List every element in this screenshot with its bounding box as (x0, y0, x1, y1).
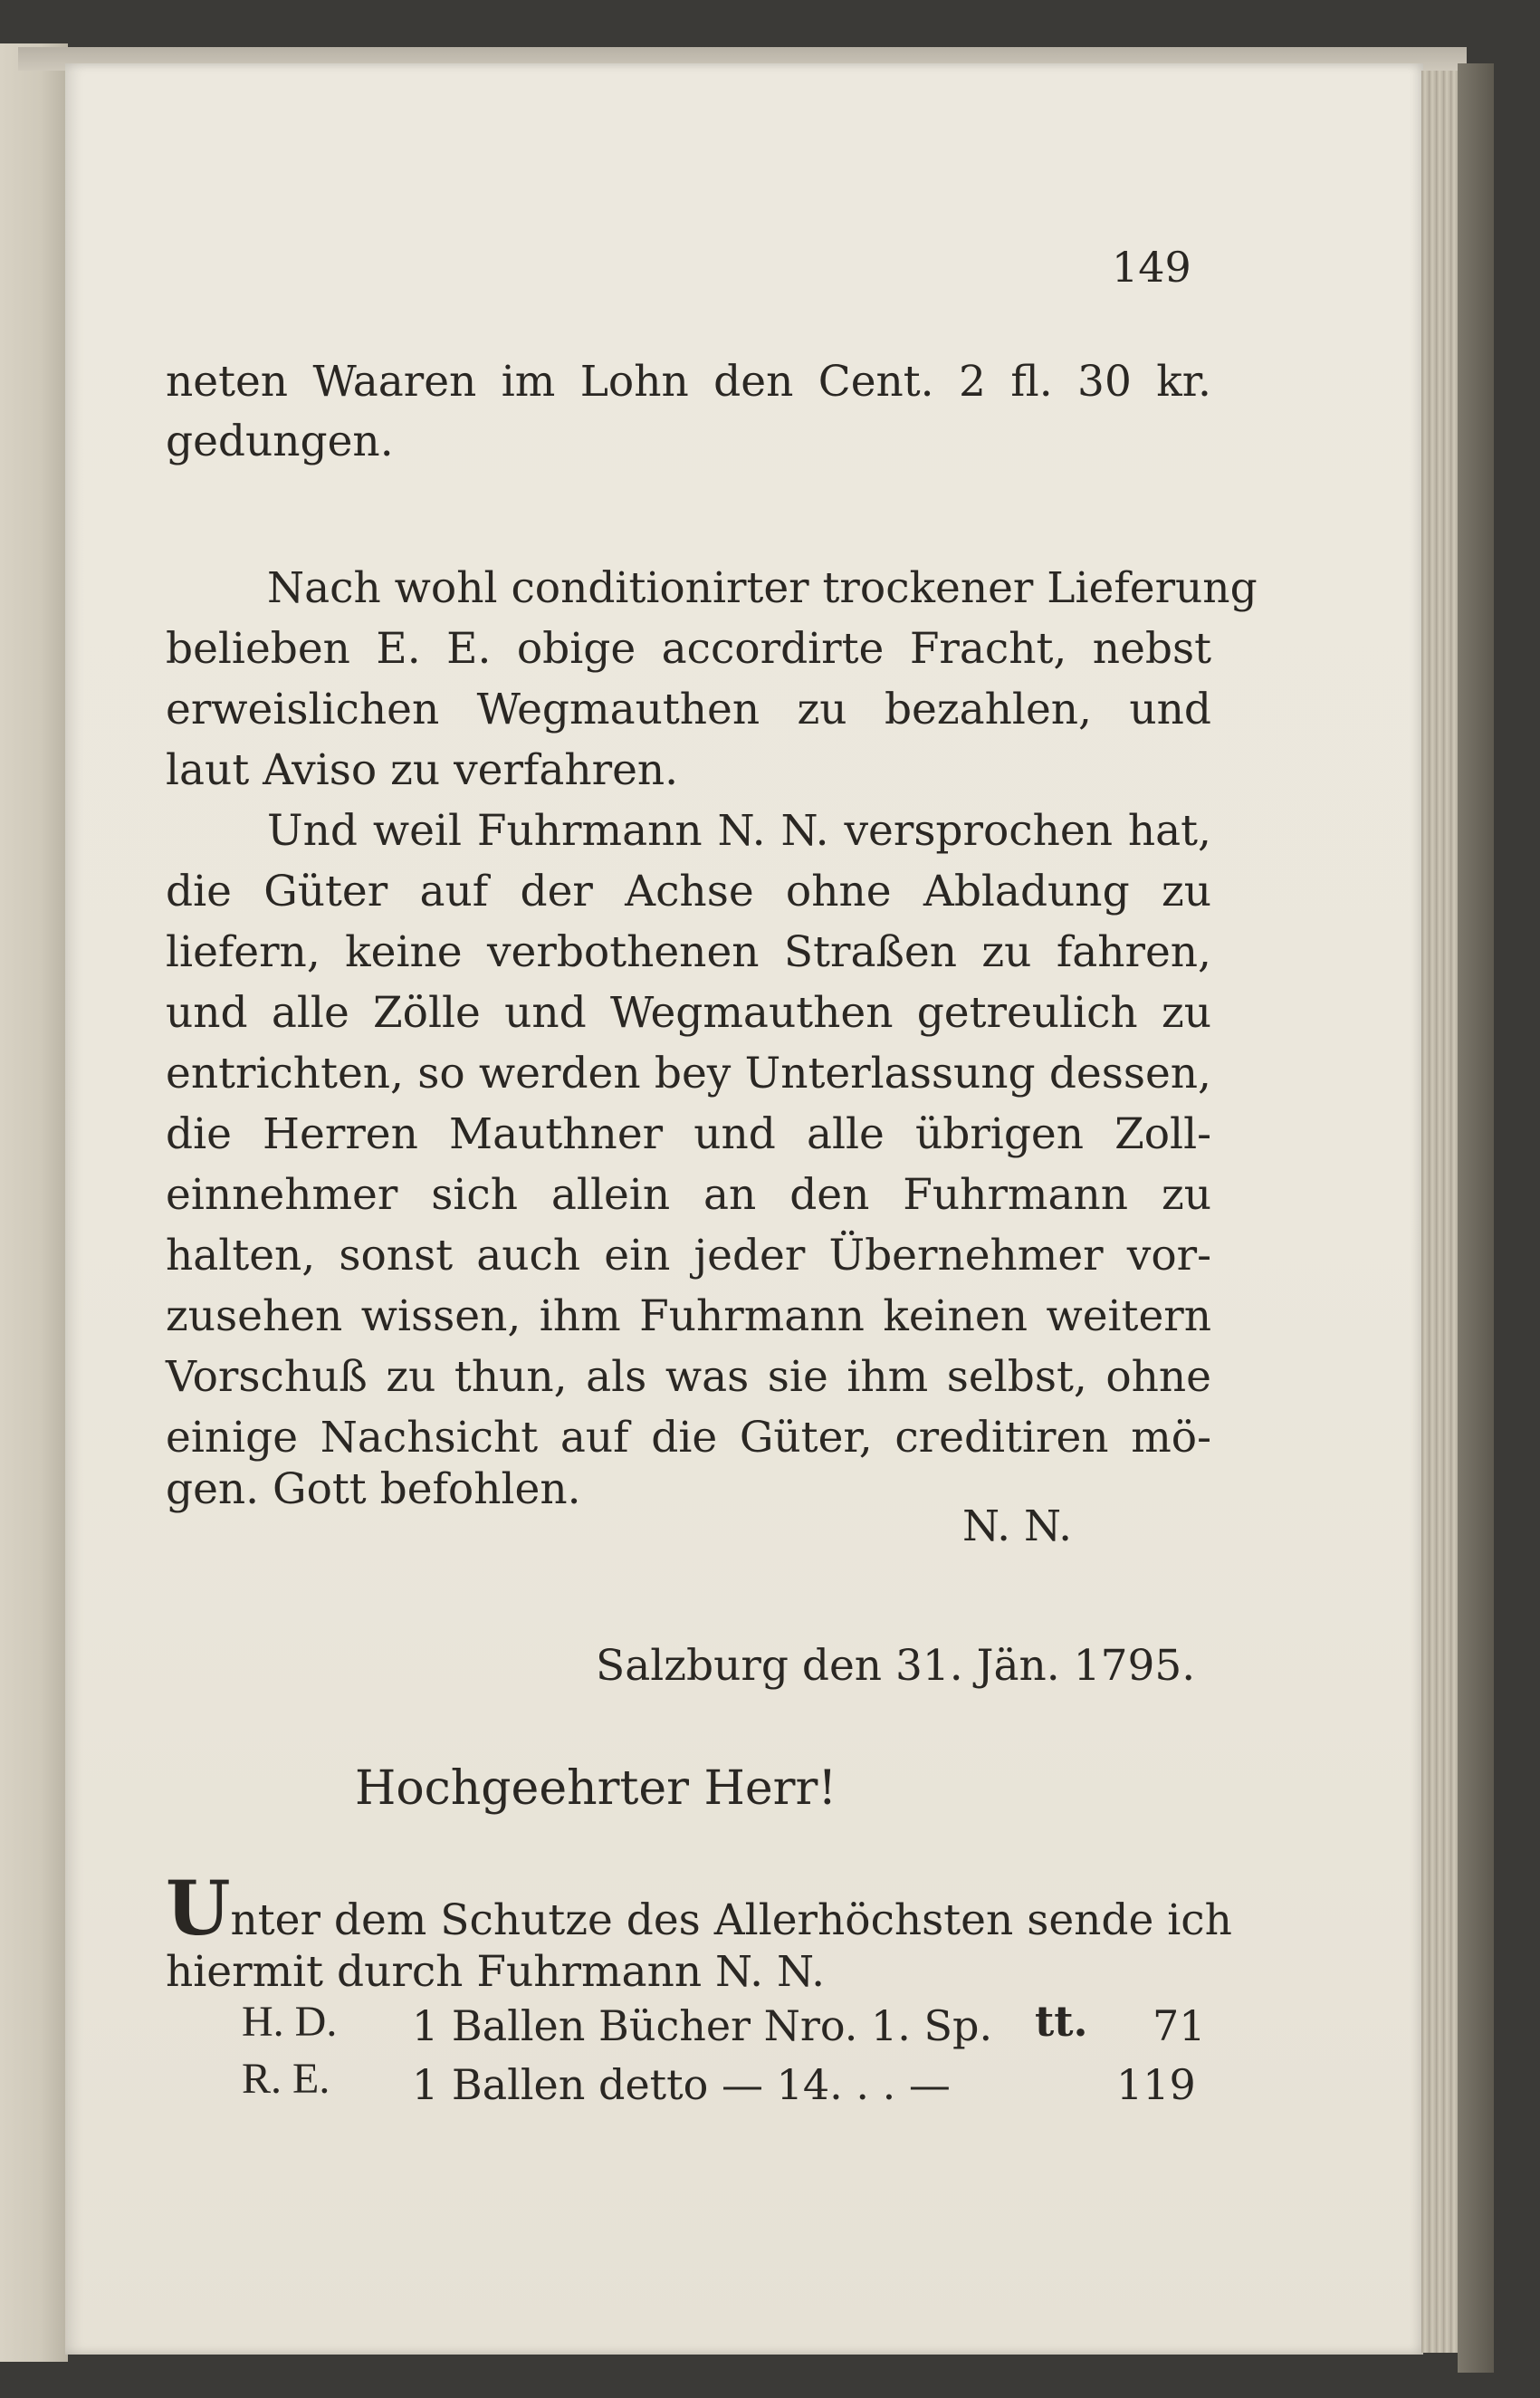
shipment-unit: tt. (1035, 1997, 1088, 2046)
shipment-mark: R. E. (242, 2055, 330, 2103)
letter-first-line (166, 1866, 1232, 1952)
shipment-desc: 1 Ballen Bücher Nro. 1. Sp. (412, 2001, 993, 2050)
book-cover-right (1458, 63, 1494, 2373)
salutation: Hochgeehrter Herr! (355, 1761, 837, 1816)
page-number: 149 (1112, 243, 1191, 292)
letter-date: Salzburg den 31. Jän. 1795. (596, 1641, 1196, 1691)
text-line: belieben E. E. obige accordirte Fracht, nebst (166, 624, 1211, 674)
text-line: die Güter auf der Achse ohne Abladung zu (166, 867, 1211, 916)
text-line: liefern, keine verbothenen Straßen zu fahren, (166, 927, 1211, 977)
text-line: Nach wohl conditionirter trockener Lieferung (267, 563, 1258, 613)
shipment-mark: H. D. (242, 1998, 338, 2046)
book-spine-left-page (0, 43, 68, 2362)
shipment-amount: 71 (1153, 2001, 1206, 2050)
text-line: entrichten, so werden bey Unterlassung dessen, (166, 1049, 1211, 1098)
text-line: gen. Gott befohlen. (166, 1464, 581, 1514)
text-line: gedungen. (166, 417, 394, 466)
text-line: einige Nachsicht auf die Güter, creditiren mö- (166, 1413, 1211, 1463)
drop-cap: U (166, 1866, 231, 1952)
text-line: zusehen wissen, ihm Fuhrmann keinen weitern (166, 1291, 1211, 1341)
text-line: die Herren Mauthner und alle übrigen Zoll- (166, 1109, 1211, 1159)
text-line: nter dem Schutze des Allerhöchsten sende ich (230, 1895, 1232, 1945)
text-line: neten Waaren im Lohn den Cent. 2 fl. 30 kr. (166, 357, 1211, 407)
text-line: Vorschuß zu thun, als was sie ihm selbst, ohne (166, 1352, 1211, 1402)
text-line: hiermit durch Fuhrmann N. N. (166, 1947, 826, 1997)
text-line: erweislichen Wegmauthen zu bezahlen, und (166, 685, 1211, 734)
text-line: einnehmer sich allein an den Fuhrmann zu (166, 1170, 1211, 1220)
shipment-desc: 1 Ballen detto — 14. . . — (412, 2060, 951, 2109)
text-line: und alle Zölle und Wegmauthen getreulich zu (166, 988, 1211, 1038)
text-line: Und weil Fuhrmann N. N. versprochen hat, (267, 806, 1211, 856)
text-line: halten, sonst auch ein jeder Übernehmer vor- (166, 1231, 1211, 1281)
shipment-amount: 119 (1116, 2060, 1196, 2109)
signature: N. N. (962, 1501, 1073, 1551)
text-line: laut Aviso zu verfahren. (166, 745, 679, 795)
